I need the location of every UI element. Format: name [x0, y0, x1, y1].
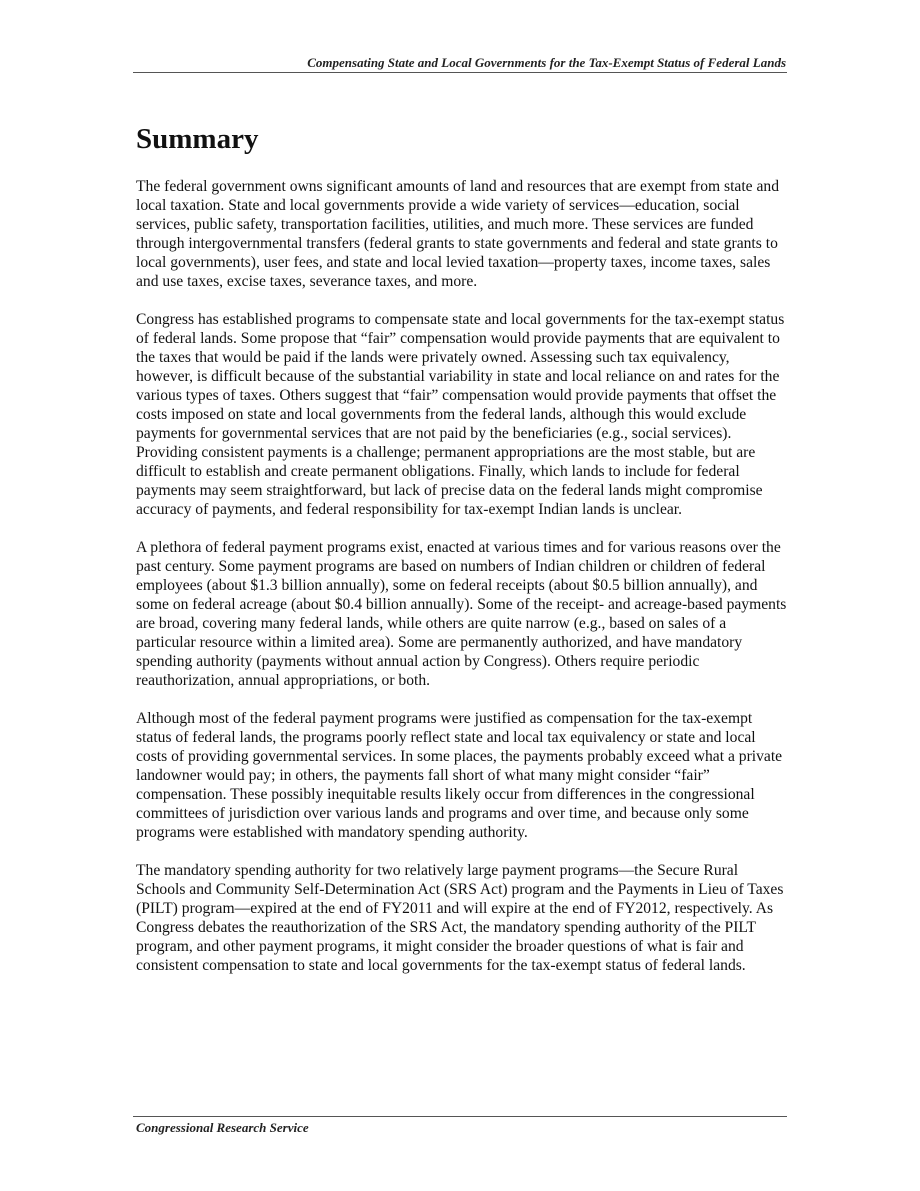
paragraph-1: The federal government owns significant amounts of land and resources that are exempt from state and local taxation. State and local governments provide a wide variety of services—education, social services, public safety, transportation facilities, utilities, and much more. These services are funded through intergovernmental transfers (federal grants to state governments and federal and state grants to local governments), user fees, and state and local levied taxation—property taxes, income taxes, sales and use taxes, excise taxes, severance taxes, and more.: [136, 178, 780, 290]
running-footer: Congressional Research Service: [136, 1120, 309, 1135]
paragraph-4: Although most of the federal payment programs were justified as compensation for the tax-exempt status of federal lands, the programs poorly reflect state and local tax equivalency or state and local costs of providing governmental services. In some places, the payments probably exceed what a private landowner would pay; in others, the payments fall short of what many might consider “fair” compensation. These possibly inequitable results likely occur from differences in the congressional committees of jurisdiction over various lands and programs and over time, and because only some programs were established with mandatory spending authority.: [136, 710, 783, 841]
summary-body: [136, 177, 788, 994]
header-divider: [133, 72, 787, 73]
paragraph-2: Congress has established programs to compensate state and local governments for the tax-exempt status of federal lands. Some propose that “fair” compensation would provide payments that are equivalent to the taxes that would be paid if the lands were privately owned. Assessing such tax equivalency, however, is difficult because of the substantial variability in state and local reliance on and rates for the various types of taxes. Others suggest that “fair” compensation would provide payments that offset the costs imposed on state and local governments from the federal lands, although this would exclude payments for governmental services that are not paid by the beneficiaries (e.g., social services). Providing consistent payments is a challenge; permanent appropriations are the most stable, but are difficult to establish and create permanent obligations. Finally, which lands to include for federal payments may seem straightforward, but lack of precise data on the federal lands might compromise accuracy of payments, and federal responsibility for tax-exempt Indian lands is unclear.: [136, 311, 785, 518]
paragraph-3: A plethora of federal payment programs exist, enacted at various times and for various reasons over the past century. Some payment programs are based on numbers of Indian children or children of federal employees (about $1.3 billion annually), some on federal receipts (about $0.5 billion annually), and some on federal acreage (about $0.4 billion annually). Some of the receipt- and acreage-based payments are broad, covering many federal lands, while others are quite narrow (e.g., based on sales of a particular resource within a limited area). Some are permanently authorized, and have mandatory spending authority (payments without annual action by Congress). Others require periodic reauthorization, annual appropriations, or both.: [136, 539, 787, 689]
section-title: Summary: [136, 123, 259, 155]
paragraph-5: The mandatory spending authority for two relatively large payment programs—the Secure Rural Schools and Community Self-Determination Act (SRS Act) program and the Payments in Lieu of Taxes (PILT) program—expired at the end of FY2011 and will expire at the end of FY2012, respectively. As Congress debates the reauthorization of the SRS Act, the mandatory spending authority of the PILT program, and other payment programs, it might consider the broader questions of what is fair and consistent compensation to state and local governments for the tax-exempt status of federal lands.: [136, 862, 784, 974]
running-header: Compensating State and Local Governments for the Tax-Exempt Status of Federal Lands: [307, 55, 786, 70]
footer-divider: [133, 1116, 787, 1117]
